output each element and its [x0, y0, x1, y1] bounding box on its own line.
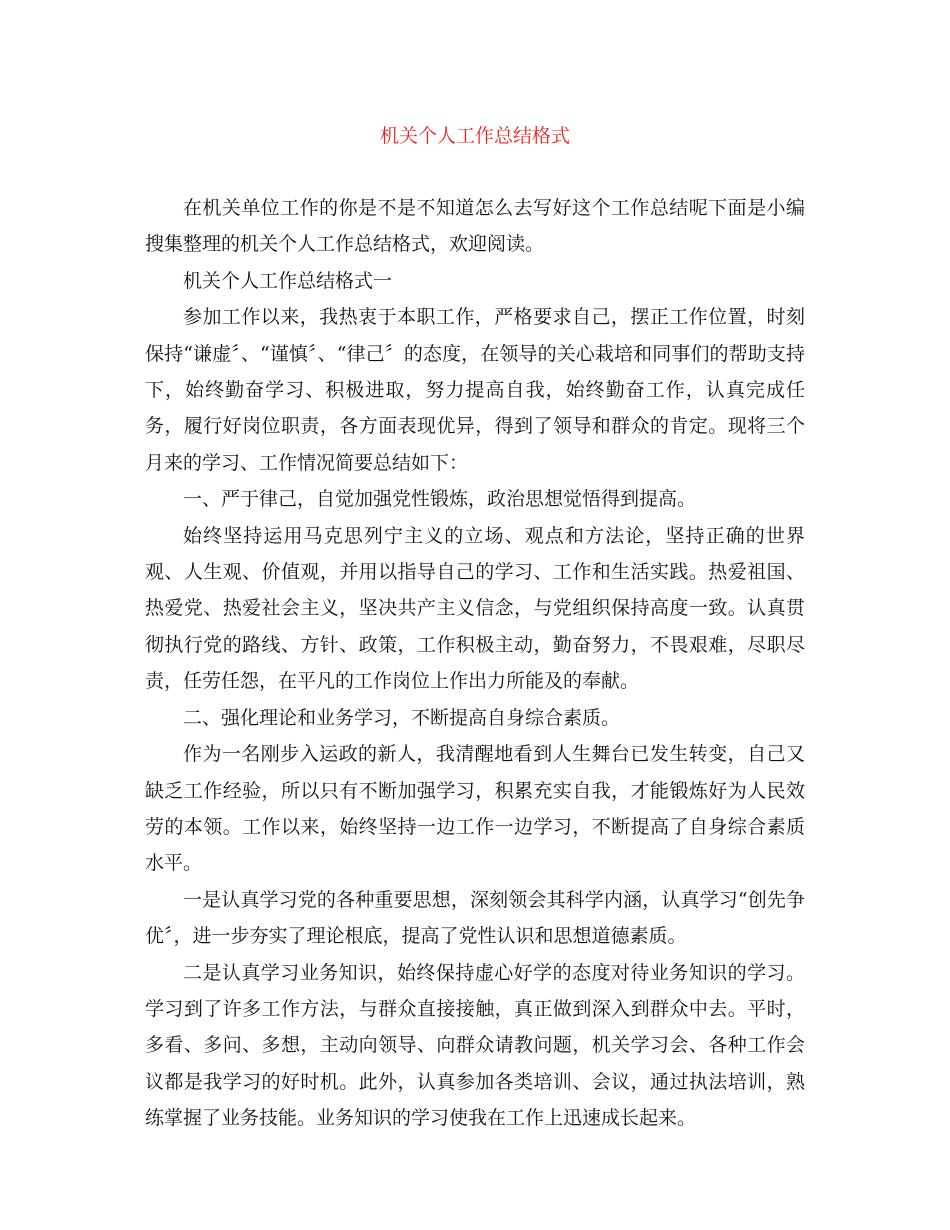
paragraph-section-heading: 机关个人工作总结格式一 — [183, 269, 393, 292]
document-title: 机关个人工作总结格式 — [379, 125, 570, 147]
paragraph: 二是认真学习业务知识，始终保持虚心好学的态度对待业务知识的学习。学习到了许多工作方法，与群众直接接触，真正做到深入到群众中去。平时，多看、多问、多想，主动向领导、向群众请教问题，机关学习会、各种工作会议都是我学习的好时机。此外，认真参加各类培训、会议，通过执法培训，熟练掌握了业务技能。业务知识的学习使我在工作上迅速成长起来。 — [145, 961, 805, 1130]
paragraph-heading-two: 二、强化理论和业务学习，不断提高自身综合素质。 — [183, 706, 621, 729]
paragraph: 参加工作以来，我热衷于本职工作，严格要求自己，摆正工作位置，时刻保持“谦虚〞、“谨慎〞、“律己〞的态度，在领导的关心栽培和同事们的帮助支持下，始终勤奋学习、积极进取，努力提高自我，始终勤奋工作，认真完成任务，履行好岗位职责，各方面表现优异，得到了领导和群众的肯定。现将三个月来的学习、工作情况简要总结如下： — [145, 306, 805, 474]
paragraph-heading-one: 一、严于律己，自觉加强党性锻炼，政治思想觉悟得到提高。 — [183, 488, 697, 511]
paragraph: 一是认真学习党的各种重要思想，深刻领会其科学内涵，认真学习“创先争优〞，进一步夯实了理论根底，提高了党性认识和思想道德素质。 — [145, 888, 805, 948]
document-body — [145, 190, 805, 1137]
paragraph-intro: 在机关单位工作的你是不是不知道怎么去写好这个工作总结呢下面是小编搜集整理的机关个人工作总结格式，欢迎阅读。 — [145, 197, 805, 256]
paragraph: 作为一名刚步入运政的新人，我清醒地看到人生舞台已发生转变，自己又缺乏工作经验，所以只有不断加强学习，积累充实自我，才能锻炼好为人民效劳的本领。工作以来，始终坚持一边工作一边学习，不断提高了自身综合素质水平。 — [145, 743, 805, 875]
paragraph: 始终坚持运用马克思列宁主义的立场、观点和方法论，坚持正确的世界观、人生观、价值观，并用以指导自己的学习、工作和生活实践。热爱祖国、热爱党、热爱社会主义，坚决共产主义信念，与党组织保持高度一致。认真贯彻执行党的路线、方针、政策，工作积极主动，勤奋努力，不畏艰难，尽职尽责，任劳任怨，在平凡的工作岗位上作出力所能及的奉献。 — [145, 524, 805, 693]
